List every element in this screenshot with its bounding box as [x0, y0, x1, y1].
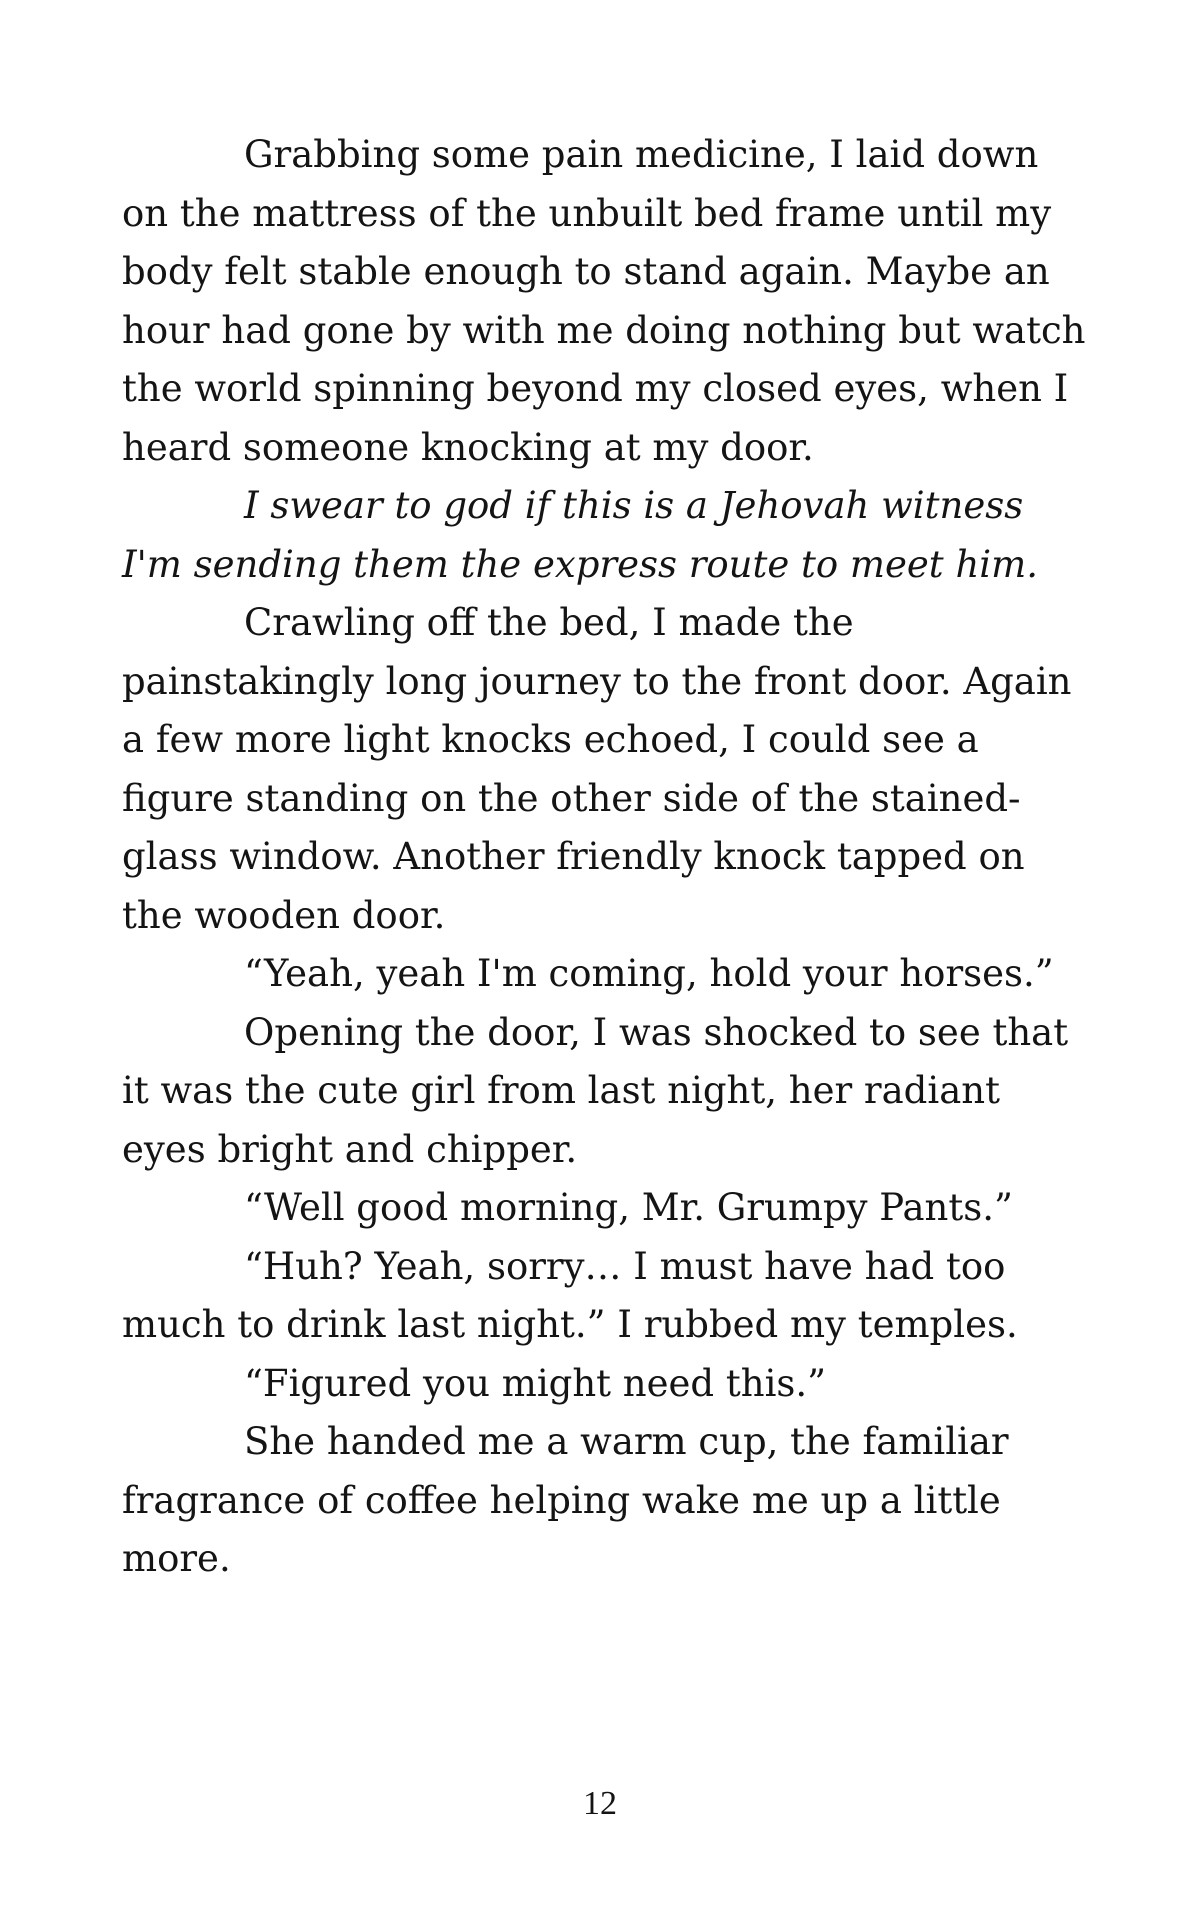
paragraph-2-italic-thought: I swear to god if this is a Jehovah witness I'm sending them the express route to meet him. [122, 484, 1038, 586]
page-number: 12 [583, 1785, 617, 1822]
body-text [122, 126, 1094, 1589]
paragraph-7-dialogue: “Huh? Yeah, sorry… I must have had too much to drink last night.” I rubbed my temples. [122, 1244, 1018, 1346]
paragraph-9: She handed me a warm cup, the familiar fragrance of coffee helping wake me up a little more. [122, 1420, 1009, 1580]
paragraph-4-dialogue: “Yeah, yeah I'm coming, hold your horses.” [244, 952, 1054, 995]
paragraph-3: Crawling off the bed, I made the painstakingly long journey to the front door. Again a few more light knocks echoed, I could see a figure standing on the other side of the stained-glass window. Another friendly knock tapped on the wooden door. [122, 601, 1072, 937]
paragraph-1: Grabbing some pain medicine, I laid down on the mattress of the unbuilt bed frame until my body felt stable enough to stand again. Maybe an hour had gone by with me doing nothing but watch the world spinning beyond my closed eyes, when I heard someone knocking at my door. [122, 133, 1086, 469]
paragraph-8-dialogue: “Figured you might need this.” [244, 1361, 827, 1405]
paragraph-6-dialogue: “Well good morning, Mr. Grumpy Pants.” [244, 1186, 1013, 1229]
paragraph-5: Opening the door, I was shocked to see that it was the cute girl from last night, her radiant eyes bright and chipper. [122, 1010, 1069, 1171]
